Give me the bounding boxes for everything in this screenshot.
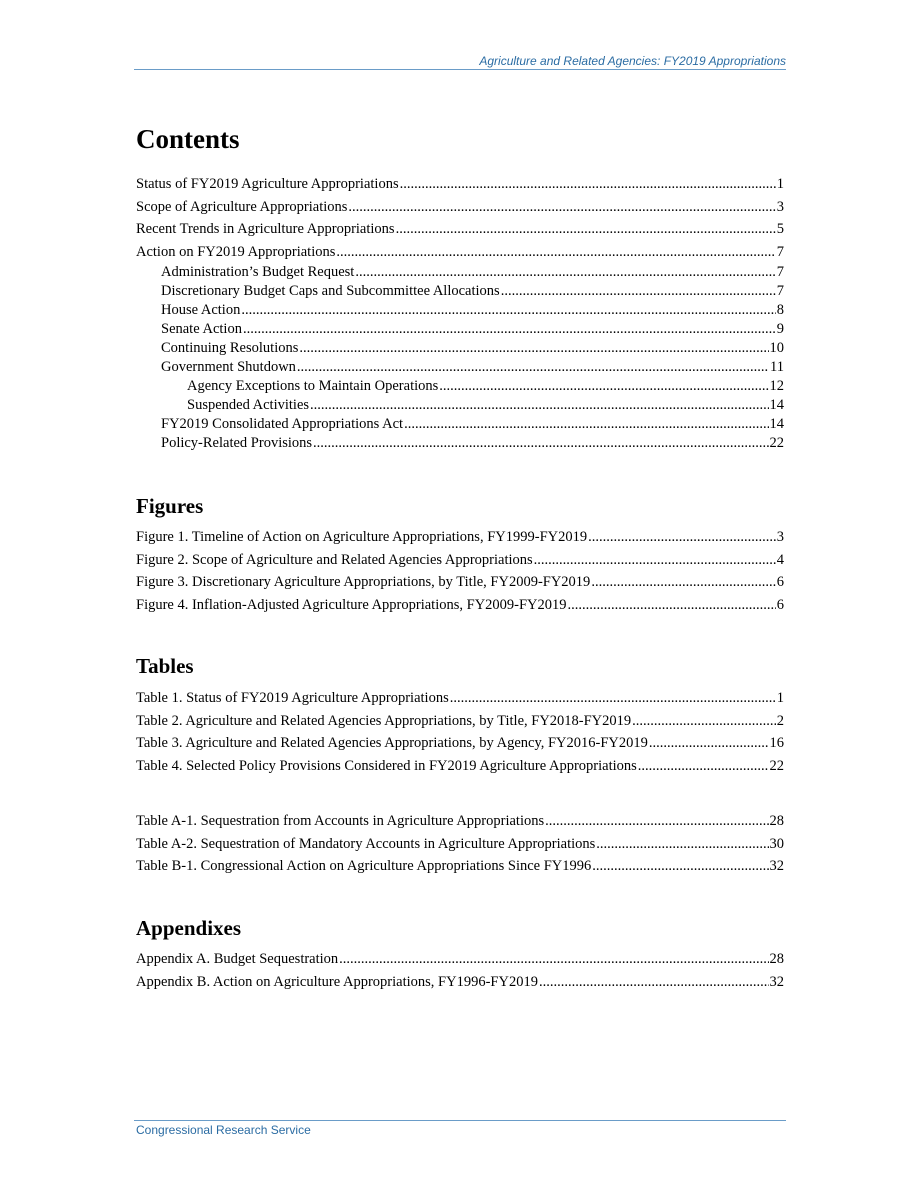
contents-list	[136, 173, 784, 453]
appendix-entry[interactable]: Appendix A. Budget Sequestration ..... 28	[136, 948, 784, 971]
toc-entry[interactable]: FY2019 Consolidated Appropriations Act ..... 14	[136, 415, 784, 434]
toc-entry[interactable]: Government Shutdown ..... 11	[136, 358, 784, 377]
toc-entry[interactable]: Action on FY2019 Appropriations ..... 7	[136, 241, 784, 264]
table-entry[interactable]: Table 3. Agriculture and Related Agencies Appropriations, by Agency, FY2016-FY2019 ..... 16	[136, 732, 784, 755]
table-entry[interactable]: Table 1. Status of FY2019 Agriculture Appropriations ..... 1	[136, 687, 784, 710]
toc-entry[interactable]: Scope of Agriculture Appropriations ..... 3	[136, 196, 784, 219]
figure-entry[interactable]: Figure 1. Timeline of Action on Agriculture Appropriations, FY1999-FY2019 ..... 3	[136, 526, 784, 549]
toc-entry[interactable]: Senate Action ..... 9	[136, 320, 784, 339]
toc-entry[interactable]: Administration’s Budget Request ..... 7	[136, 263, 784, 282]
contents-heading: Contents	[136, 124, 240, 154]
toc-entry[interactable]: Suspended Activities ..... 14	[136, 396, 784, 415]
figure-entry[interactable]: Figure 3. Discretionary Agriculture Appropriations, by Title, FY2009-FY2019 ..... 6	[136, 571, 784, 594]
running-header: Agriculture and Related Agencies: FY2019 Appropriations	[479, 54, 786, 68]
table-entry[interactable]: Table A-1. Sequestration from Accounts in Agriculture Appropriations ..... 28	[136, 810, 784, 833]
footer-source: Congressional Research Service	[136, 1123, 311, 1137]
toc-entry[interactable]: House Action ..... 8	[136, 301, 784, 320]
figures-list	[136, 526, 784, 616]
appendix-tables-list	[136, 810, 784, 878]
tables-list	[136, 687, 784, 777]
figure-entry[interactable]: Figure 2. Scope of Agriculture and Related Agencies Appropriations ..... 4	[136, 549, 784, 572]
table-entry[interactable]: Table A-2. Sequestration of Mandatory Accounts in Agriculture Appropriations ..... 30	[136, 833, 784, 856]
figure-entry[interactable]: Figure 4. Inflation-Adjusted Agriculture Appropriations, FY2009-FY2019 ..... 6	[136, 594, 784, 617]
table-entry[interactable]: Table B-1. Congressional Action on Agriculture Appropriations Since FY1996 ..... 32	[136, 855, 784, 878]
footer-rule	[134, 1120, 786, 1121]
toc-entry[interactable]: Continuing Resolutions ..... 10	[136, 339, 784, 358]
appendixes-list	[136, 948, 784, 993]
figures-heading: Figures	[136, 494, 204, 518]
table-entry[interactable]: Table 2. Agriculture and Related Agencies Appropriations, by Title, FY2018-FY2019 ..... 2	[136, 710, 784, 733]
appendixes-heading: Appendixes	[136, 916, 242, 940]
tables-heading: Tables	[136, 654, 194, 678]
table-entry[interactable]: Table 4. Selected Policy Provisions Considered in FY2019 Agriculture Appropriations ..... 22	[136, 755, 784, 778]
toc-entry[interactable]: Status of FY2019 Agriculture Appropriations ..... 1	[136, 173, 784, 196]
toc-entry[interactable]: Agency Exceptions to Maintain Operations ..... 12	[136, 377, 784, 396]
appendix-entry[interactable]: Appendix B. Action on Agriculture Appropriations, FY1996-FY2019 ..... 32	[136, 971, 784, 994]
header-rule	[134, 69, 786, 70]
toc-entry[interactable]: Discretionary Budget Caps and Subcommittee Allocations ..... 7	[136, 282, 784, 301]
toc-entry[interactable]: Policy-Related Provisions ..... 22	[136, 434, 784, 453]
toc-entry[interactable]: Recent Trends in Agriculture Appropriations ..... 5	[136, 218, 784, 241]
